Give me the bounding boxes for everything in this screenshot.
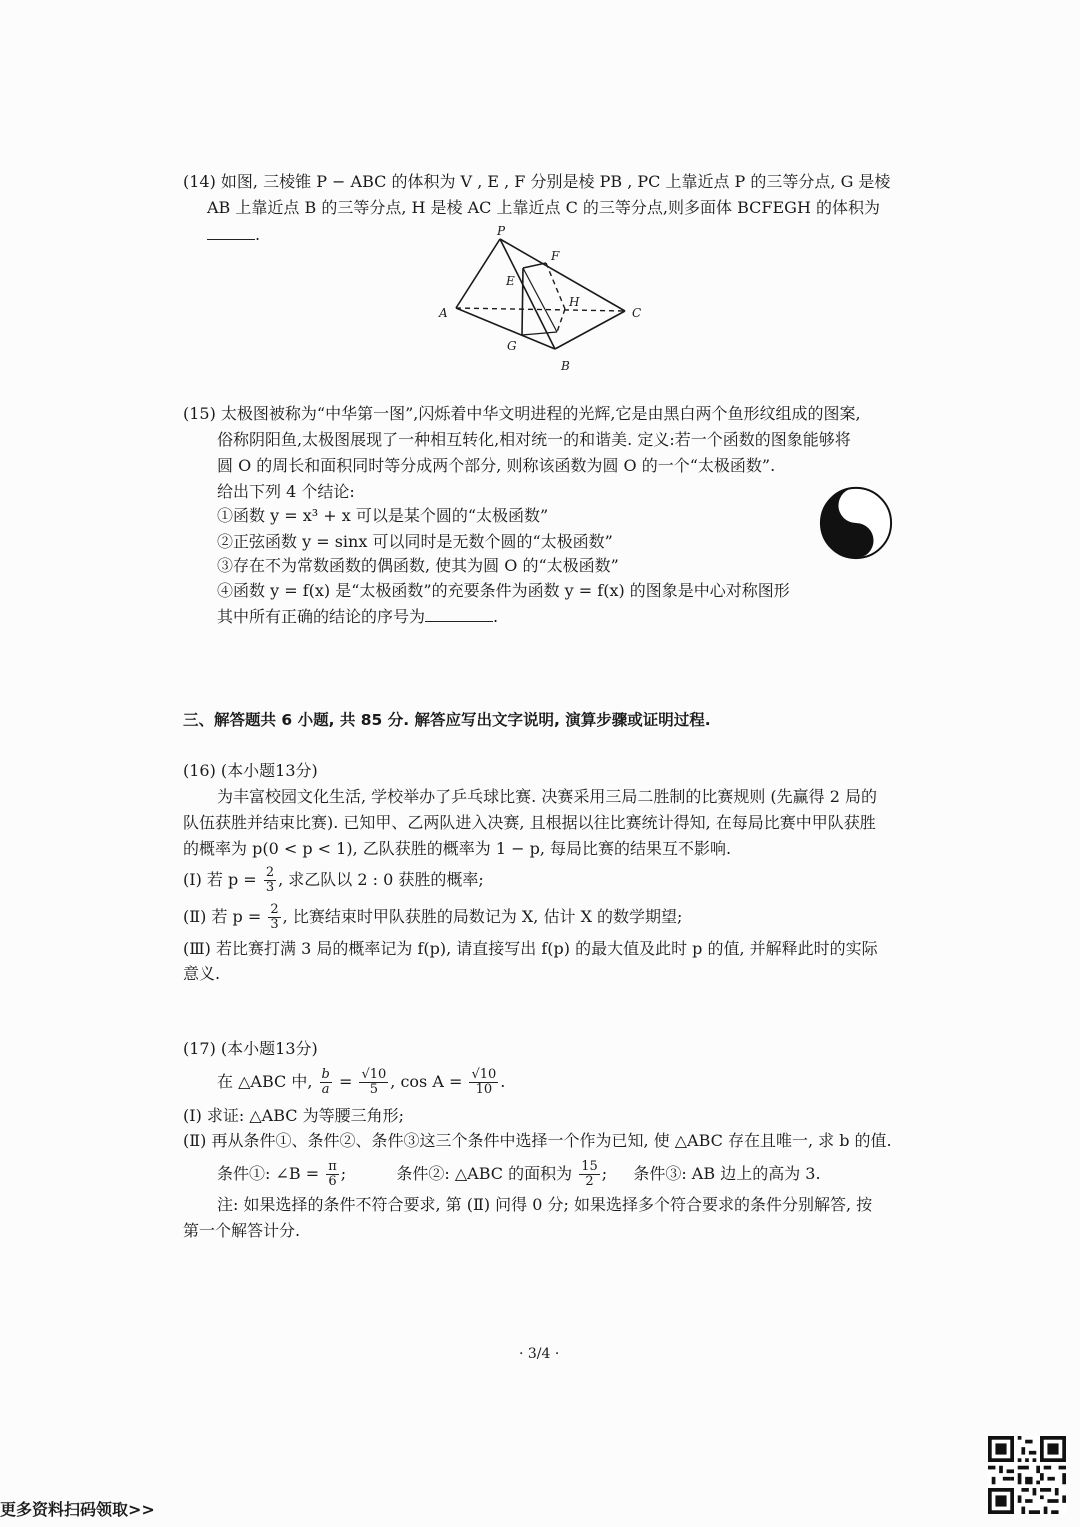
edge-E-inner (523, 268, 557, 332)
q16-para-line2: 队伍获胜并结束比赛). 已知甲、乙两队进入决赛, 且根据以往比赛统计得知, 在每局比赛中甲队获胜 (183, 813, 876, 832)
label-G: G (507, 339, 517, 353)
answer-blank (425, 607, 493, 622)
q17-title: (17) (本小题13分) (183, 1039, 318, 1058)
q15-line1: (15) 太极图被称为“中华第一图”,闪烁着中华文明进程的光辉,它是由黑白两个鱼形纹组成的图案, (183, 404, 861, 423)
label-A: A (439, 306, 448, 320)
q15-conclusion-1: ①函数 y = x³ + x 可以是某个圆的“太极函数” (217, 506, 549, 525)
q17-conditions: 条件①: ∠B = $\frac{\pi}{6}$ ; 条件②: △ABC 的面积为 $\frac{15}{2}$ ; 条件③: AB 边上的高为 3. (217, 1159, 821, 1189)
q16-part-iii-line1: (Ⅲ) 若比赛打满 3 局的概率记为 f(p), 请直接写出 f(p) 的最大值及此时 p 的值, 并解释此时的实际 (183, 939, 878, 958)
q17-given: 在 △ABC 中, $\frac{b}{a}$ = $\frac{√10}{5}$ , cos A = $\frac{√10}{10}$ . (217, 1067, 506, 1097)
edge-EF (523, 263, 546, 268)
q14-answer-line: . (207, 224, 260, 246)
fraction: $\frac{b}{a}$ (321, 1067, 330, 1097)
label-F: F (551, 249, 560, 263)
q15-line3: 圆 O 的周长和面积同时等分成两个部分, 则称该函数为圆 O 的一个“太极函数”. (217, 456, 776, 475)
q15-conclusion-3: ③存在不为常数函数的偶函数, 使其为圆 O 的“太极函数” (217, 556, 619, 575)
hidden-edge-FH (546, 263, 565, 309)
q14-line1: (14) 如图, 三棱锥 P − ABC 的体积为 V , E , F 分别是棱 PB , PC 上靠近点 P 的三等分点, G 是棱 (183, 172, 891, 191)
fraction: $\frac{2}{3}$ (265, 865, 275, 895)
q16-part-ii: (Ⅱ) 若 p = $\frac{2}{3}$ , 比赛结束时甲队获胜的局数记为 X, 估计 X 的数学期望; (183, 902, 683, 932)
hidden-edge-AC (456, 308, 625, 311)
taiji-icon (817, 484, 895, 562)
edge-PA (456, 239, 500, 308)
edge-EG (522, 268, 523, 335)
label-H: H (569, 295, 580, 309)
edge-BC (555, 311, 625, 349)
q16-part-iii-line2: 意义. (183, 964, 221, 983)
q16-part-i: (Ⅰ) 若 p = $\frac{2}{3}$ , 求乙队以 2 : 0 获胜的概率; (183, 865, 484, 895)
pyramid-figure (420, 222, 660, 377)
edge-G-inner (522, 332, 557, 335)
fraction: $\frac{\pi}{6}$ (328, 1159, 337, 1189)
qr-code-icon[interactable] (988, 1436, 1066, 1514)
q16-title: (16) (本小题13分) (183, 761, 318, 780)
section-3-heading: 三、解答题共 6 小题, 共 85 分. 解答应写出文字说明, 演算步骤或证明过程. (183, 711, 711, 729)
q15-conclusion-2: ②正弦函数 y = sinx 可以同时是无数个圆的“太极函数” (217, 532, 613, 551)
label-C: C (632, 306, 642, 320)
fraction: $\frac{√10}{10}$ (471, 1067, 497, 1097)
q15-ask: 其中所有正确的结论的序号为 . (217, 607, 499, 626)
hidden-edge-H (557, 309, 565, 332)
q17-note-line1: 注: 如果选择的条件不符合要求, 第 (Ⅱ) 问得 0 分; 如果选择多个符合要求的条件分别解答, 按 (217, 1195, 873, 1214)
label-E: E (506, 274, 515, 288)
fraction: $\frac{15}{2}$ (581, 1159, 598, 1189)
answer-blank (207, 225, 255, 240)
q17-note-line2: 第一个解答计分. (183, 1221, 301, 1240)
q15-conclusion-4: ④函数 y = f(x) 是“太极函数”的充要条件为函数 y = f(x) 的图象是中心对称图形 (217, 581, 790, 600)
page-number: · 3/4 · (519, 1346, 560, 1362)
q15-line4: 给出下列 4 个结论: (217, 482, 355, 501)
q15-line2: 俗称阴阳鱼,太极图展现了一种相互转化,相对统一的和谐美. 定义:若一个函数的图象能够将 (217, 430, 851, 449)
label-P: P (497, 224, 506, 238)
q16-para-line1: 为丰富校园文化生活, 学校举办了乒乓球比赛. 决赛采用三局二胜制的比赛规则 (先赢得 2 局的 (217, 787, 878, 806)
edge-AB (456, 308, 555, 349)
q17-part-i: (Ⅰ) 求证: △ABC 为等腰三角形; (183, 1106, 405, 1125)
fraction: $\frac{√10}{5}$ (361, 1067, 387, 1097)
q16-para-line3: 的概率为 p(0 < p < 1), 乙队获胜的概率为 1 − p, 每局比赛的结果互不影响. (183, 839, 732, 858)
q17-part-ii: (Ⅱ) 再从条件①、条件②、条件③这三个条件中选择一个作为已知, 使 △ABC 存在且唯一, 求 b 的值. (183, 1131, 892, 1150)
q14-line2: AB 上靠近点 B 的三等分点, H 是棱 AC 上靠近点 C 的三等分点,则多面体 BCFEGH 的体积为 (207, 198, 880, 217)
label-B: B (561, 359, 570, 373)
more-materials-link[interactable]: 更多资料扫码领取>> (0, 1500, 155, 1519)
fraction: $\frac{2}{3}$ (270, 902, 279, 932)
